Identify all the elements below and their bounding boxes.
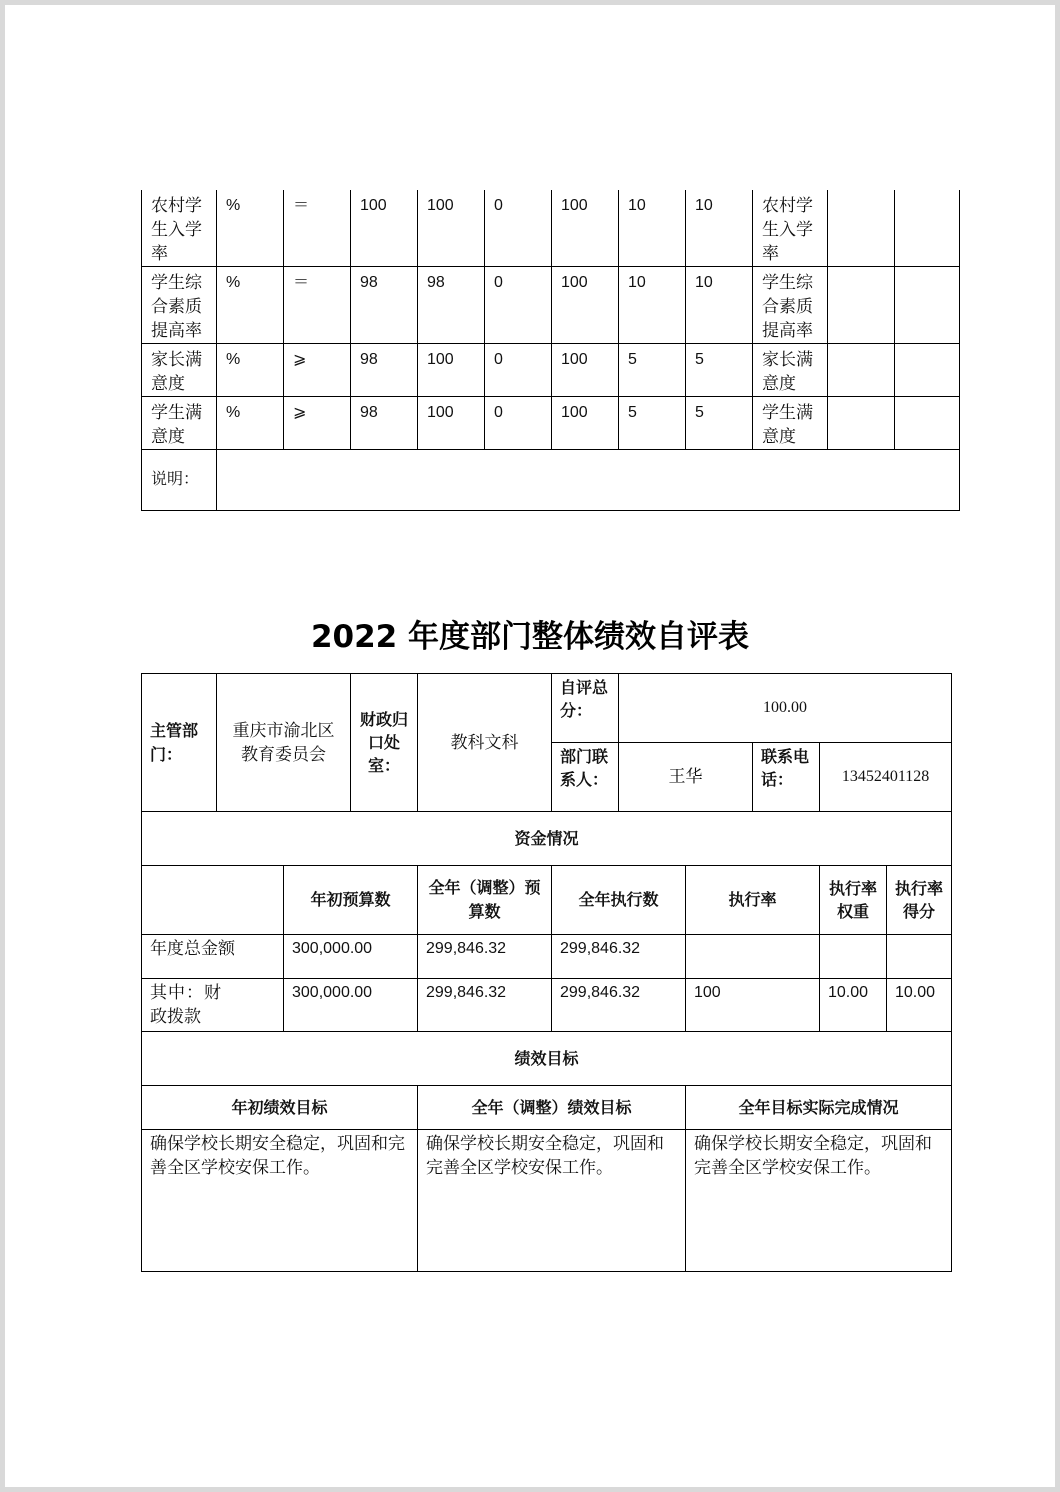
value-cell: 5 — [619, 344, 686, 397]
executed-amount: 299,846.32 — [552, 935, 686, 979]
office-value: 教科文科 — [418, 674, 552, 812]
dept-value: 重庆市渝北区教育委员会 — [217, 674, 351, 812]
operator-cell: ⩾ — [284, 344, 351, 397]
indicator-table — [141, 190, 960, 511]
column-header: 全年（调整）预算数 — [418, 866, 552, 935]
table-row — [142, 866, 952, 935]
table-row — [142, 344, 960, 397]
operator-cell: ＝ — [284, 190, 351, 267]
indicator-name: 学生综合素质提高率 — [142, 267, 217, 344]
value-cell: 5 — [686, 344, 753, 397]
adjusted-budget: 299,846.32 — [418, 979, 552, 1032]
phone-value: 13452401128 — [820, 743, 952, 812]
table-row — [142, 190, 960, 267]
rate-weight: 10.00 — [820, 979, 887, 1032]
empty-cell — [828, 267, 895, 344]
table-row — [142, 267, 960, 344]
value-cell: 100 — [552, 190, 619, 267]
executed-amount: 299,846.32 — [552, 979, 686, 1032]
column-header: 执行率得分 — [887, 866, 952, 935]
self-evaluation-table — [141, 673, 952, 1272]
table-row — [142, 674, 952, 743]
value-cell: 100 — [418, 344, 485, 397]
note-content — [217, 450, 960, 511]
table-row — [142, 935, 952, 979]
column-header: 全年目标实际完成情况 — [686, 1086, 952, 1130]
column-header: 全年执行数 — [552, 866, 686, 935]
page-title: 2022 年度部门整体绩效自评表 — [310, 619, 750, 655]
value-cell: 100 — [418, 190, 485, 267]
empty-cell — [895, 344, 960, 397]
indicator-name: 家长满意度 — [142, 344, 217, 397]
note-label: 说明： — [142, 450, 217, 511]
rate-weight — [820, 935, 887, 979]
table-row — [142, 397, 960, 450]
unit-cell: % — [217, 397, 284, 450]
value-cell: 0 — [485, 397, 552, 450]
empty-cell — [828, 397, 895, 450]
empty-cell — [895, 267, 960, 344]
value-cell: 10 — [619, 190, 686, 267]
column-header: 全年（调整）绩效目标 — [418, 1086, 686, 1130]
table-row — [142, 812, 952, 866]
initial-budget: 300,000.00 — [284, 979, 418, 1032]
score-label: 自评总分： — [552, 674, 619, 743]
value-cell: 10 — [686, 267, 753, 344]
empty-cell — [828, 344, 895, 397]
value-cell: 100 — [552, 397, 619, 450]
indicator-desc: 家长满意度 — [753, 344, 828, 397]
column-header: 执行率 — [686, 866, 820, 935]
column-header: 年初预算数 — [284, 866, 418, 935]
actual-completion-text: 确保学校长期安全稳定，巩固和完善全区学校安保工作。 — [686, 1130, 952, 1272]
execution-rate: 100 — [686, 979, 820, 1032]
row-label: 年度总金额 — [142, 935, 284, 979]
goals-section-title: 绩效目标 — [142, 1032, 952, 1086]
phone-label: 联系电话： — [753, 743, 820, 812]
indicator-desc: 学生满意度 — [753, 397, 828, 450]
indicator-desc: 学生综合素质提高率 — [753, 267, 828, 344]
execution-rate — [686, 935, 820, 979]
office-label: 财政归口处室： — [351, 674, 418, 812]
rate-score: 10.00 — [887, 979, 952, 1032]
value-cell: 5 — [619, 397, 686, 450]
column-header: 年初绩效目标 — [142, 1086, 418, 1130]
table-row — [142, 1032, 952, 1086]
operator-cell: ⩾ — [284, 397, 351, 450]
dept-label: 主管部门： — [142, 674, 217, 812]
value-cell: 98 — [418, 267, 485, 344]
adjusted-goal-text: 确保学校长期安全稳定，巩固和完善全区学校安保工作。 — [418, 1130, 686, 1272]
unit-cell: % — [217, 190, 284, 267]
value-cell: 98 — [351, 344, 418, 397]
value-cell: 5 — [686, 397, 753, 450]
column-header: 执行率权重 — [820, 866, 887, 935]
initial-budget: 300,000.00 — [284, 935, 418, 979]
value-cell: 100 — [351, 190, 418, 267]
note-row — [142, 450, 960, 511]
table-row — [142, 1086, 952, 1130]
indicator-desc: 农村学生入学率 — [753, 190, 828, 267]
table-row — [142, 979, 952, 1032]
value-cell: 0 — [485, 190, 552, 267]
row-label: 其中：财政拨款 — [142, 979, 284, 1032]
contact-value: 王华 — [619, 743, 753, 812]
value-cell: 98 — [351, 267, 418, 344]
value-cell: 100 — [552, 267, 619, 344]
table-row — [142, 1130, 952, 1272]
value-cell: 0 — [485, 344, 552, 397]
document-page — [5, 5, 1055, 1487]
adjusted-budget: 299,846.32 — [418, 935, 552, 979]
rate-score — [887, 935, 952, 979]
funds-section-title: 资金情况 — [142, 812, 952, 866]
initial-goal-text: 确保学校长期安全稳定，巩固和完善全区学校安保工作。 — [142, 1130, 418, 1272]
value-cell: 100 — [418, 397, 485, 450]
empty-cell — [142, 866, 284, 935]
value-cell: 100 — [552, 344, 619, 397]
indicator-name: 农村学生入学率 — [142, 190, 217, 267]
score-value: 100.00 — [619, 674, 952, 743]
value-cell: 98 — [351, 397, 418, 450]
unit-cell: % — [217, 267, 284, 344]
value-cell: 10 — [686, 190, 753, 267]
empty-cell — [895, 190, 960, 267]
empty-cell — [895, 397, 960, 450]
operator-cell: ＝ — [284, 267, 351, 344]
indicator-name: 学生满意度 — [142, 397, 217, 450]
contact-label: 部门联系人： — [552, 743, 619, 812]
value-cell: 0 — [485, 267, 552, 344]
empty-cell — [828, 190, 895, 267]
unit-cell: % — [217, 344, 284, 397]
value-cell: 10 — [619, 267, 686, 344]
